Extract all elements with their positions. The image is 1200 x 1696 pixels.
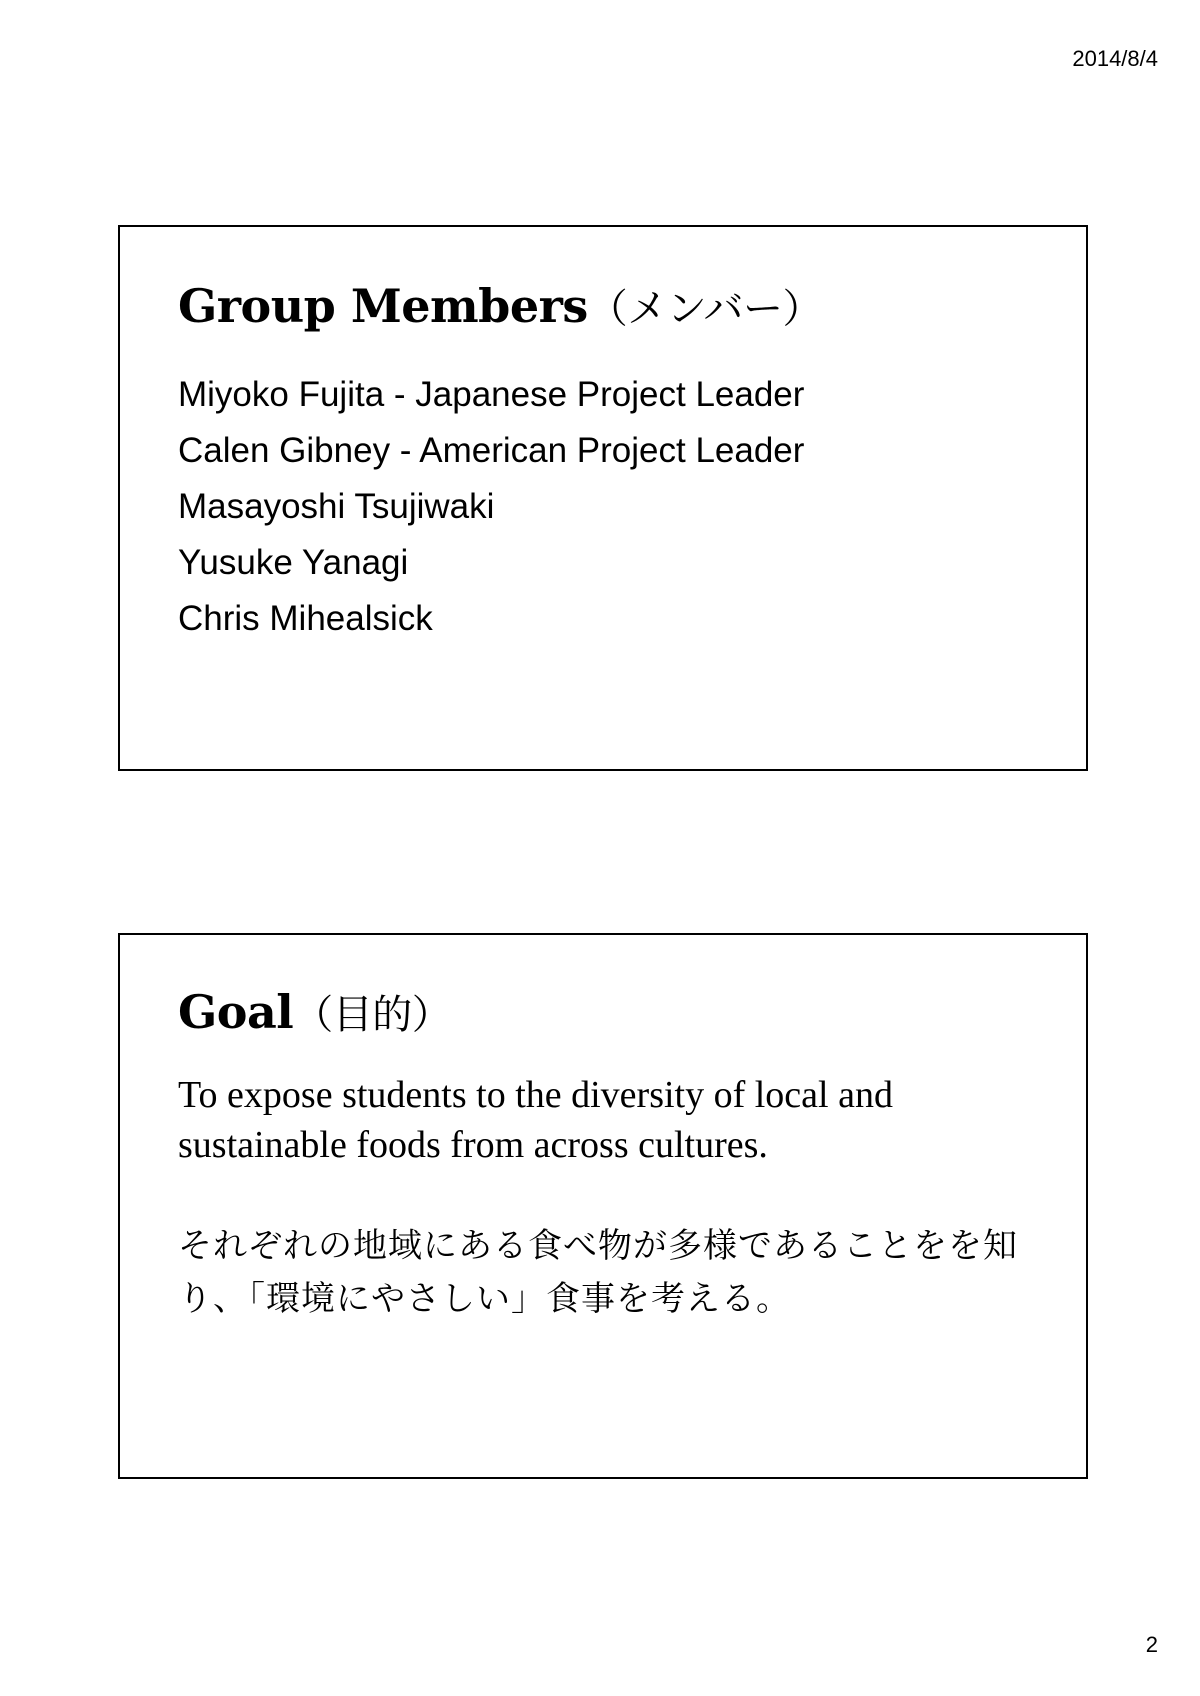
slide-title-jp: （メンバー） xyxy=(587,286,822,332)
member-item: Calen Gibney - American Project Leader xyxy=(178,431,805,470)
slide-title xyxy=(178,277,822,334)
header-date: 2014/8/4 xyxy=(1072,46,1158,71)
slide-title xyxy=(178,983,451,1040)
slide-title-jp: （目的） xyxy=(293,992,452,1038)
members-list xyxy=(178,367,804,647)
member-item: Yusuke Yanagi xyxy=(178,543,409,582)
page-number: 2 xyxy=(1145,1632,1158,1657)
goal-text-english: To expose students to the diversity of local and sustainable foods from across cultures. xyxy=(178,1074,893,1166)
slide-goal xyxy=(118,933,1088,1479)
member-item: Masayoshi Tsujiwaki xyxy=(178,487,495,526)
member-item: Miyoko Fujita - Japanese Project Leader xyxy=(178,375,805,414)
goal-text-japanese: それぞれの地域にある食べ物が多様であることをを知り、「環境にやさしい」食事を考える。 xyxy=(178,1226,1018,1319)
slide-group-members xyxy=(118,225,1088,771)
slide-title-text: Group Members xyxy=(178,279,588,333)
member-item: Chris Mihealsick xyxy=(178,599,433,638)
slide-title-text: Goal xyxy=(178,985,294,1039)
